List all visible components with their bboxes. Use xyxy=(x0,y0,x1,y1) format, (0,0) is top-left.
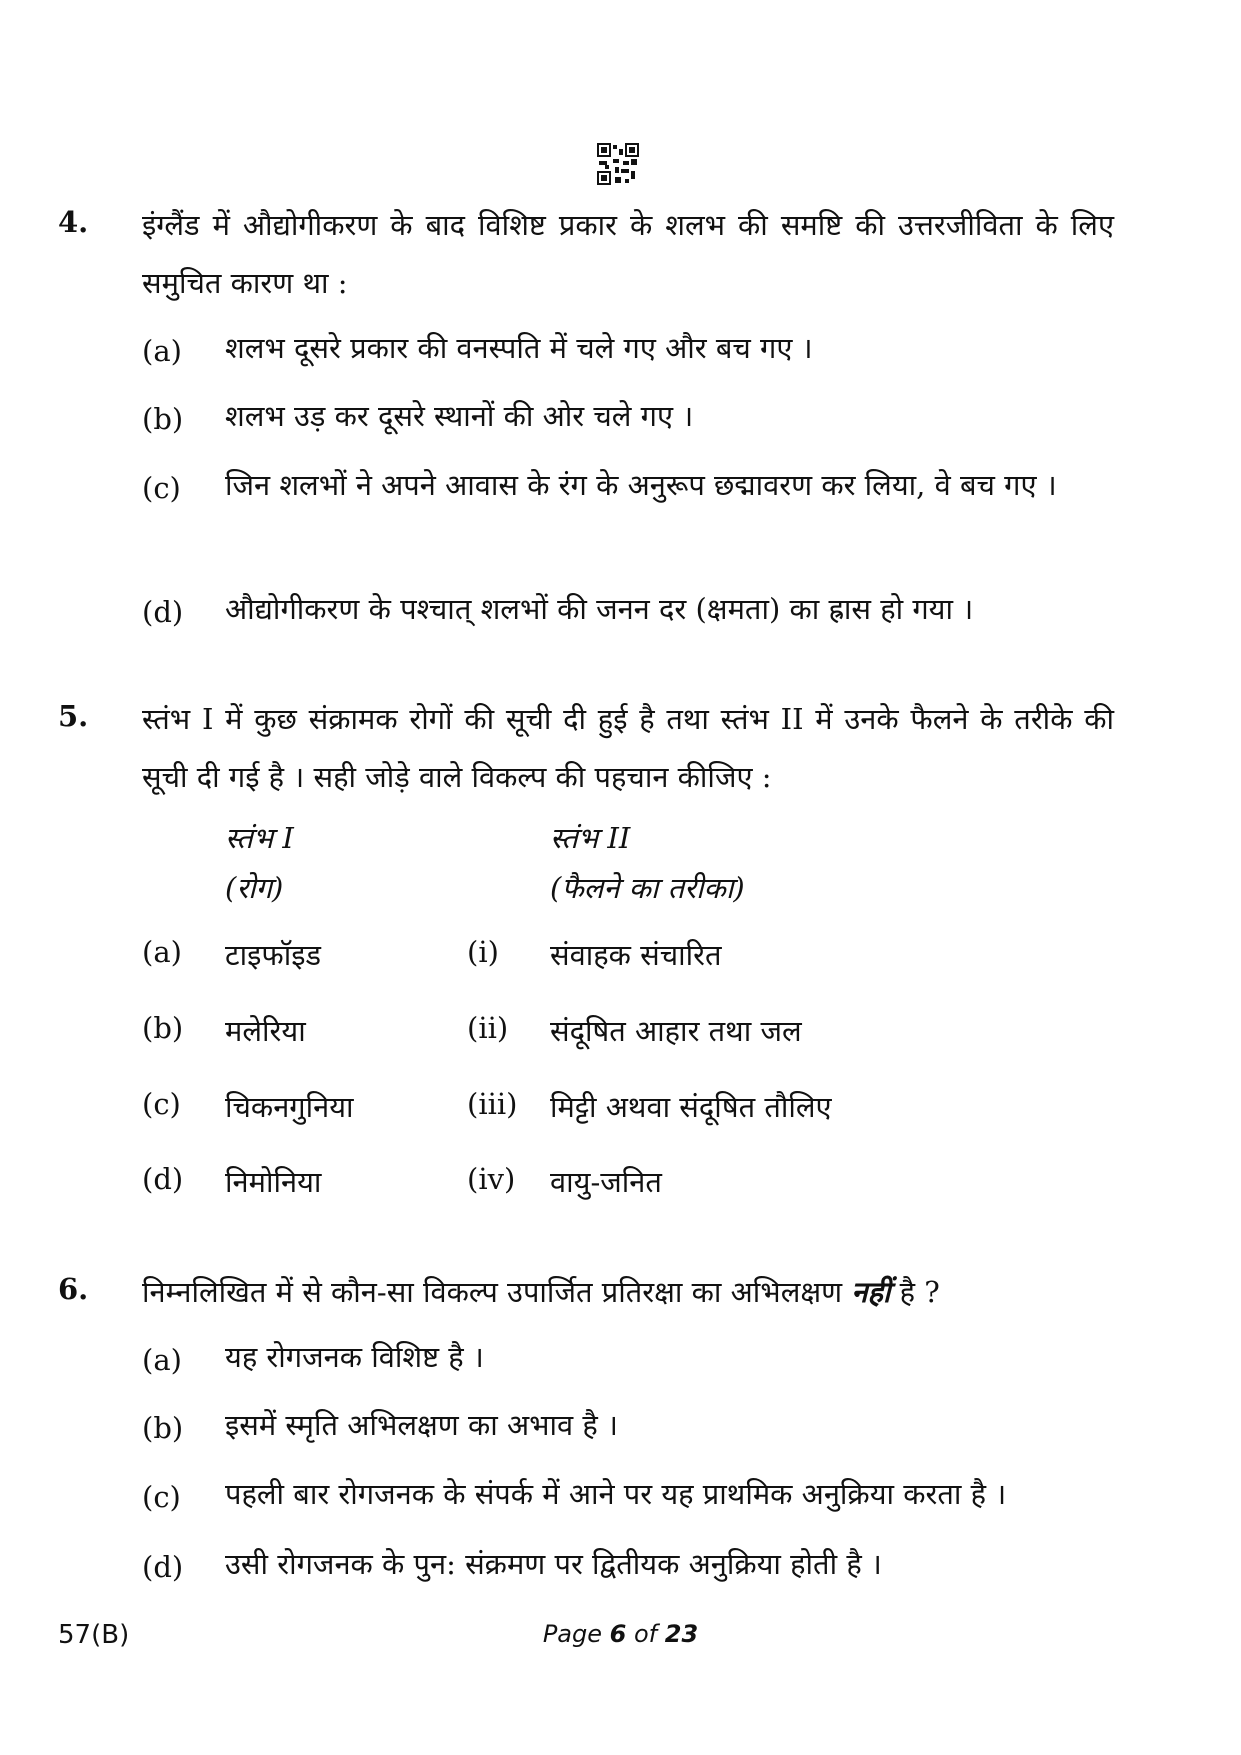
q5-row-c-item: चिकनगुनिया xyxy=(225,1090,354,1124)
column-2-subtitle: (फैलने का तरीका) xyxy=(550,871,745,905)
question-4-text: इंग्लैंड में औद्योगीकरण के बाद विशिष्ट प्रकार के शलभ की समष्टि की उत्तरजीविता के लिए समुचित कारण था : xyxy=(142,208,1114,300)
q6-option-c-label: (c) xyxy=(142,1480,181,1514)
page-total: 23 xyxy=(664,1620,699,1648)
question-6-number: 6. xyxy=(58,1272,89,1306)
q5-row-ii-label: (ii) xyxy=(467,1011,509,1045)
page-current: 6 xyxy=(609,1620,627,1648)
q6-option-b-label: (b) xyxy=(142,1411,184,1445)
q6-text-after: है ? xyxy=(899,1275,940,1309)
page-number xyxy=(0,1620,1241,1648)
column-2-title: स्तंभ II xyxy=(550,821,631,855)
q5-row-iii-item: मिट्टी अथवा संदूषित तौलिए xyxy=(550,1090,832,1124)
q5-row-i-item: संवाहक संचारित xyxy=(550,938,722,972)
q6-option-d-label: (d) xyxy=(142,1550,184,1584)
q5-row-i-label: (i) xyxy=(467,935,499,969)
q5-row-iii-label: (iii) xyxy=(467,1087,518,1121)
page-of: of xyxy=(633,1620,658,1648)
q4-option-b-label: (b) xyxy=(142,402,184,436)
q4-option-a-label: (a) xyxy=(142,334,182,368)
q4-option-b-text: शलभ उड़ कर दूसरे स्थानों की ओर चले गए । xyxy=(225,399,694,433)
question-6-text xyxy=(142,1263,1114,1321)
q5-row-iv-label: (iv) xyxy=(467,1162,516,1196)
page-prefix: Page xyxy=(542,1620,602,1648)
question-5-number: 5. xyxy=(58,699,89,733)
q5-row-b-item: मलेरिया xyxy=(225,1014,306,1048)
question-5-text: स्तंभ I में कुछ संक्रामक रोगों की सूची दी हुई है तथा स्तंभ II में उनके फैलने के तरीके की सूची दी गई है । सही जोड़े वाले विकल्प की पहचान कीजिए : xyxy=(142,702,1114,794)
q5-row-ii-item: संदूषित आहार तथा जल xyxy=(550,1014,802,1048)
q6-option-a-text: यह रोगजनक विशिष्ट है । xyxy=(225,1340,484,1374)
q5-row-d-item: निमोनिया xyxy=(225,1165,322,1199)
q5-row-iv-item: वायु-जनित xyxy=(550,1165,662,1199)
q6-text-before: निम्नलिखित में से कौन-सा विकल्प उपार्जित प्रतिरक्षा का अभिलक्षण xyxy=(142,1275,843,1309)
q6-text-emphasis: नहीं xyxy=(851,1275,891,1309)
q5-row-a-item: टाइफॉइड xyxy=(225,938,321,972)
q4-option-a-text: शलभ दूसरे प्रकार की वनस्पति में चले गए और बच गए । xyxy=(225,331,813,365)
q4-option-d-text: औद्योगीकरण के पश्चात् शलभों की जनन दर (क्षमता) का ह्रास हो गया । xyxy=(225,592,974,626)
q6-option-b-text: इसमें स्मृति अभिलक्षण का अभाव है । xyxy=(225,1408,618,1442)
q5-row-b-label: (b) xyxy=(142,1011,184,1045)
q6-option-c-text: पहली बार रोगजनक के संपर्क में आने पर यह प्राथमिक अनुक्रिया करता है । xyxy=(225,1477,1007,1511)
column-1-title: स्तंभ I xyxy=(225,821,294,855)
column-1-subtitle: (रोग) xyxy=(225,871,284,905)
q6-option-d-text: उसी रोगजनक के पुन: संक्रमण पर द्वितीयक अनुक्रिया होती है । xyxy=(225,1547,882,1581)
q6-option-a-label: (a) xyxy=(142,1343,182,1377)
q5-row-d-label: (d) xyxy=(142,1162,184,1196)
q5-row-a-label: (a) xyxy=(142,935,182,969)
q5-row-c-label: (c) xyxy=(142,1087,181,1121)
q4-option-c-text: जिन शलभों ने अपने आवास के रंग के अनुरूप छद्मावरण कर लिया, वे बच गए । xyxy=(225,468,1057,502)
paper-code: 57(B) xyxy=(58,1620,130,1650)
q4-option-d-label: (d) xyxy=(142,595,184,629)
question-4-number: 4. xyxy=(58,205,89,239)
q4-option-c-label: (c) xyxy=(142,471,181,505)
qr-code-icon xyxy=(597,143,639,185)
